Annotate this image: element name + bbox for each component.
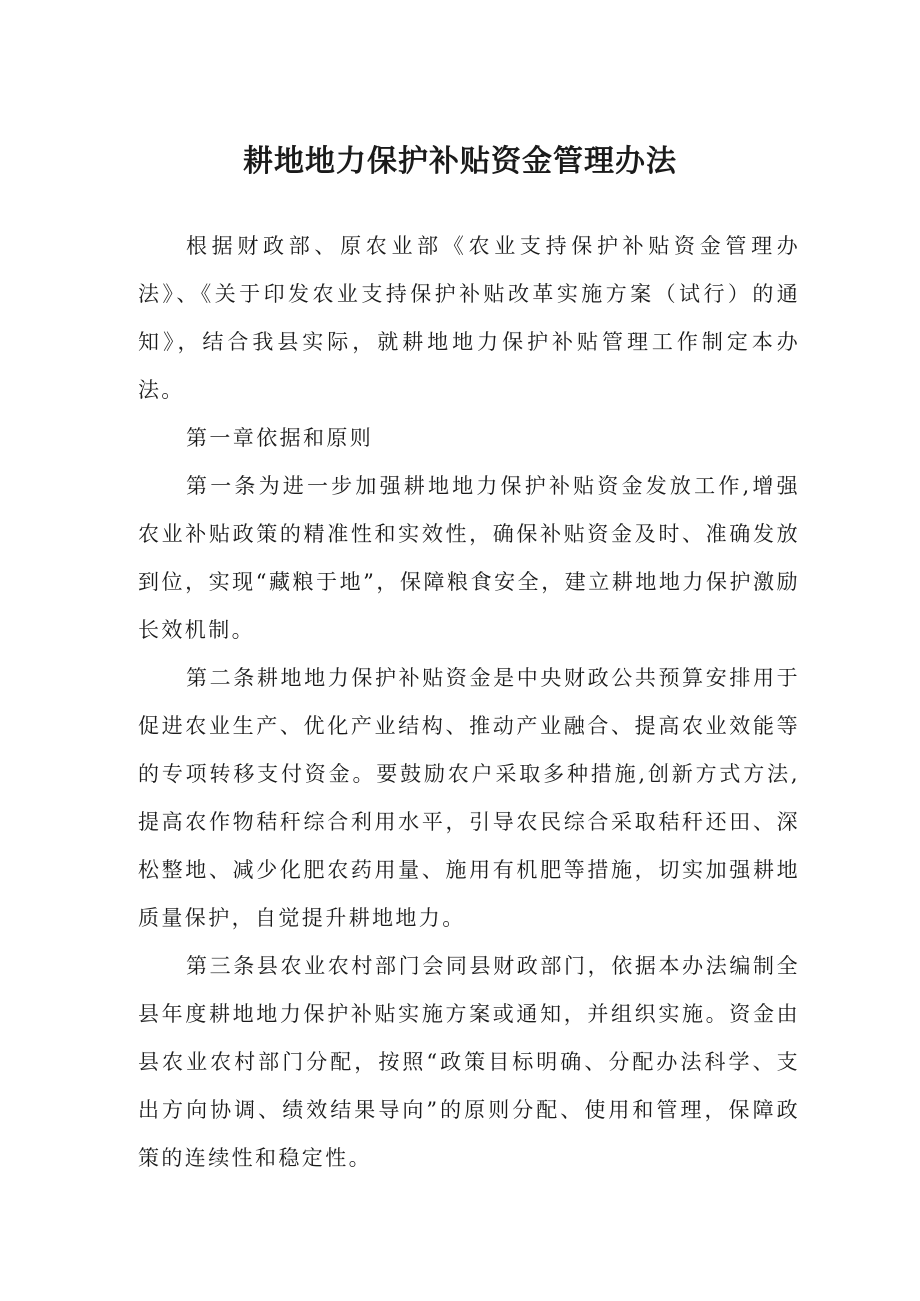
article-3-paragraph: 第三条县农业农村部门会同县财政部门，依据本办法编制全县年度耕地地力保护补贴实施方案或通知，并组织实施。资金由县农业农村部门分配，按照“政策目标明确、分配办法科学、支出方向协调、绩效结果导向”的原则分配、使用和管理，保障政策的连续性和稳定性。 (138, 954, 800, 1170)
intro-paragraph: 根据财政部、原农业部《农业支持保护补贴资金管理办法》、《关于印发农业支持保护补贴改革实施方案（试行）的通知》，结合我县实际，就耕地地力保护补贴管理工作制定本办法。 (138, 234, 800, 402)
article-2-paragraph: 第二条耕地地力保护补贴资金是中央财政公共预算安排用于促进农业生产、优化产业结构、推动产业融合、提高农业效能等的专项转移支付资金。要鼓励农户采取多种措施,创新方式方法,提高农作物秸秆综合利用水平，引导农民综合采取秸秆还田、深松整地、减少化肥农药用量、施用有机肥等措施，切实加强耕地质量保护，自觉提升耕地地力。 (138, 666, 800, 930)
article-1-paragraph: 第一条为进一步加强耕地地力保护补贴资金发放工作,增强农业补贴政策的精准性和实效性，确保补贴资金及时、准确发放到位，实现“藏粮于地”，保障粮食安全，建立耕地地力保护激励长效机制。 (138, 474, 800, 642)
document-body (138, 222, 800, 1182)
document-title: 耕地地力保护补贴资金管理办法 (243, 144, 677, 179)
chapter-heading: 第一章依据和原则 (186, 426, 374, 450)
